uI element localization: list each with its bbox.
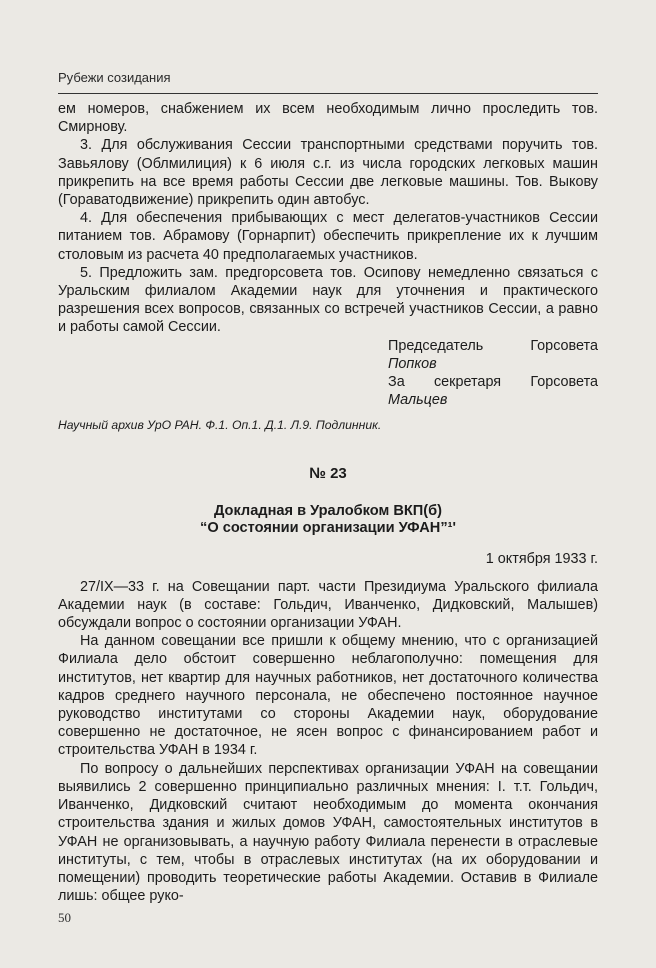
document-date: 1 октября 1933 г.	[485, 551, 598, 568]
document-paragraph: 27/IX—33 г. на Совещании парт. части Президиума Уральского филиала Академии наук (в составе: Гольдич, Иванченко, Дидковский, Малышев) обсуждали вопрос о состоянии организации УФАН.	[58, 578, 598, 632]
page-content	[58, 100, 598, 905]
paragraph-item-4: 4. Для обеспечения прибывающих с мест делегатов-участников Сессии питанием тов. Абрамову (Горнарпит) обеспечить прикрепление их к лучшим столовым из расчета 40 предполагаемых участников.	[58, 210, 598, 263]
document-title-line-2: “О состоянии организации УФАН”¹'	[200, 520, 456, 537]
signature-role: За секретаря Горсовета	[388, 374, 598, 391]
document-body	[58, 578, 598, 906]
signature-chairman	[58, 337, 598, 373]
document-title-line-1: Докладная в Уралобком ВКП(б)	[213, 503, 443, 520]
signature-name: Попков	[388, 355, 437, 372]
document-title	[58, 503, 598, 537]
signature-name: Мальцев	[388, 392, 448, 409]
document-number: № 23	[309, 465, 347, 483]
document-paragraph: На данном совещании все пришли к общему мнению, что с организацией Филиала дело обстоит совершенно неблагополучно: помещения для институтов, нет квартир для научных работников, нет достаточного количества кадров среднего научного персонала, не обеспечено постоянное научное руководство институтами со стороны Академии наук, оборудование совершенно не достаточное, не ясен вопрос с финансированием работ и строительства УФАН в 1934 г.	[58, 633, 598, 759]
paragraph-item-3: 3. Для обслуживания Сессии транспортными средствами поручить тов. Завьялову (Облмилиция) к 6 июля с.г. из числа городских легковых машин прикрепить на все время работы Сессии две легковые машины. Тов. Выкову (Гораватодвижение) прикрепить один автобус.	[58, 137, 598, 209]
signature-role: Председатель Горсовета	[388, 337, 598, 354]
paragraph-item-5: 5. Предложить зам. предгорсовета тов. Осипову немедленно связаться с Уральским филиалом Академии наук для уточнения и практического разрешения всех вопросов, связанных со встречей участников Сессии, а равно и работы самой Сессии.	[58, 264, 598, 336]
page-number: 50	[58, 910, 71, 925]
signature-secretary	[58, 373, 598, 409]
header-rule	[58, 93, 598, 94]
archive-source-note: Научный архив УрО РАН. Ф.1. Оп.1. Д.1. Л.9. Подлинник.	[58, 418, 382, 433]
running-title: Рубежи созидания	[58, 70, 171, 85]
document-paragraph: По вопросу о дальнейших перспективах организации УФАН на совещании выявились 2 совершенно принципиально различных мнения: I. т.т. Гольдич, Иванченко, Дидковский считают необходимым до момента окончания строительства здания и жилых домов УФАН, самостоятельных институтов в УФАН не организовывать, а научную работу Филиала перенести в отраслевые институты, с тем, чтобы в отраслевых институтах (на их оборудовании и помещении) проводить теоретические работы Академии. Оставив в Филиале лишь: общее руко-	[58, 760, 598, 905]
paragraph-continuation: ем номеров, снабжением их всем необходимым лично проследить тов. Смирнову.	[58, 101, 598, 136]
